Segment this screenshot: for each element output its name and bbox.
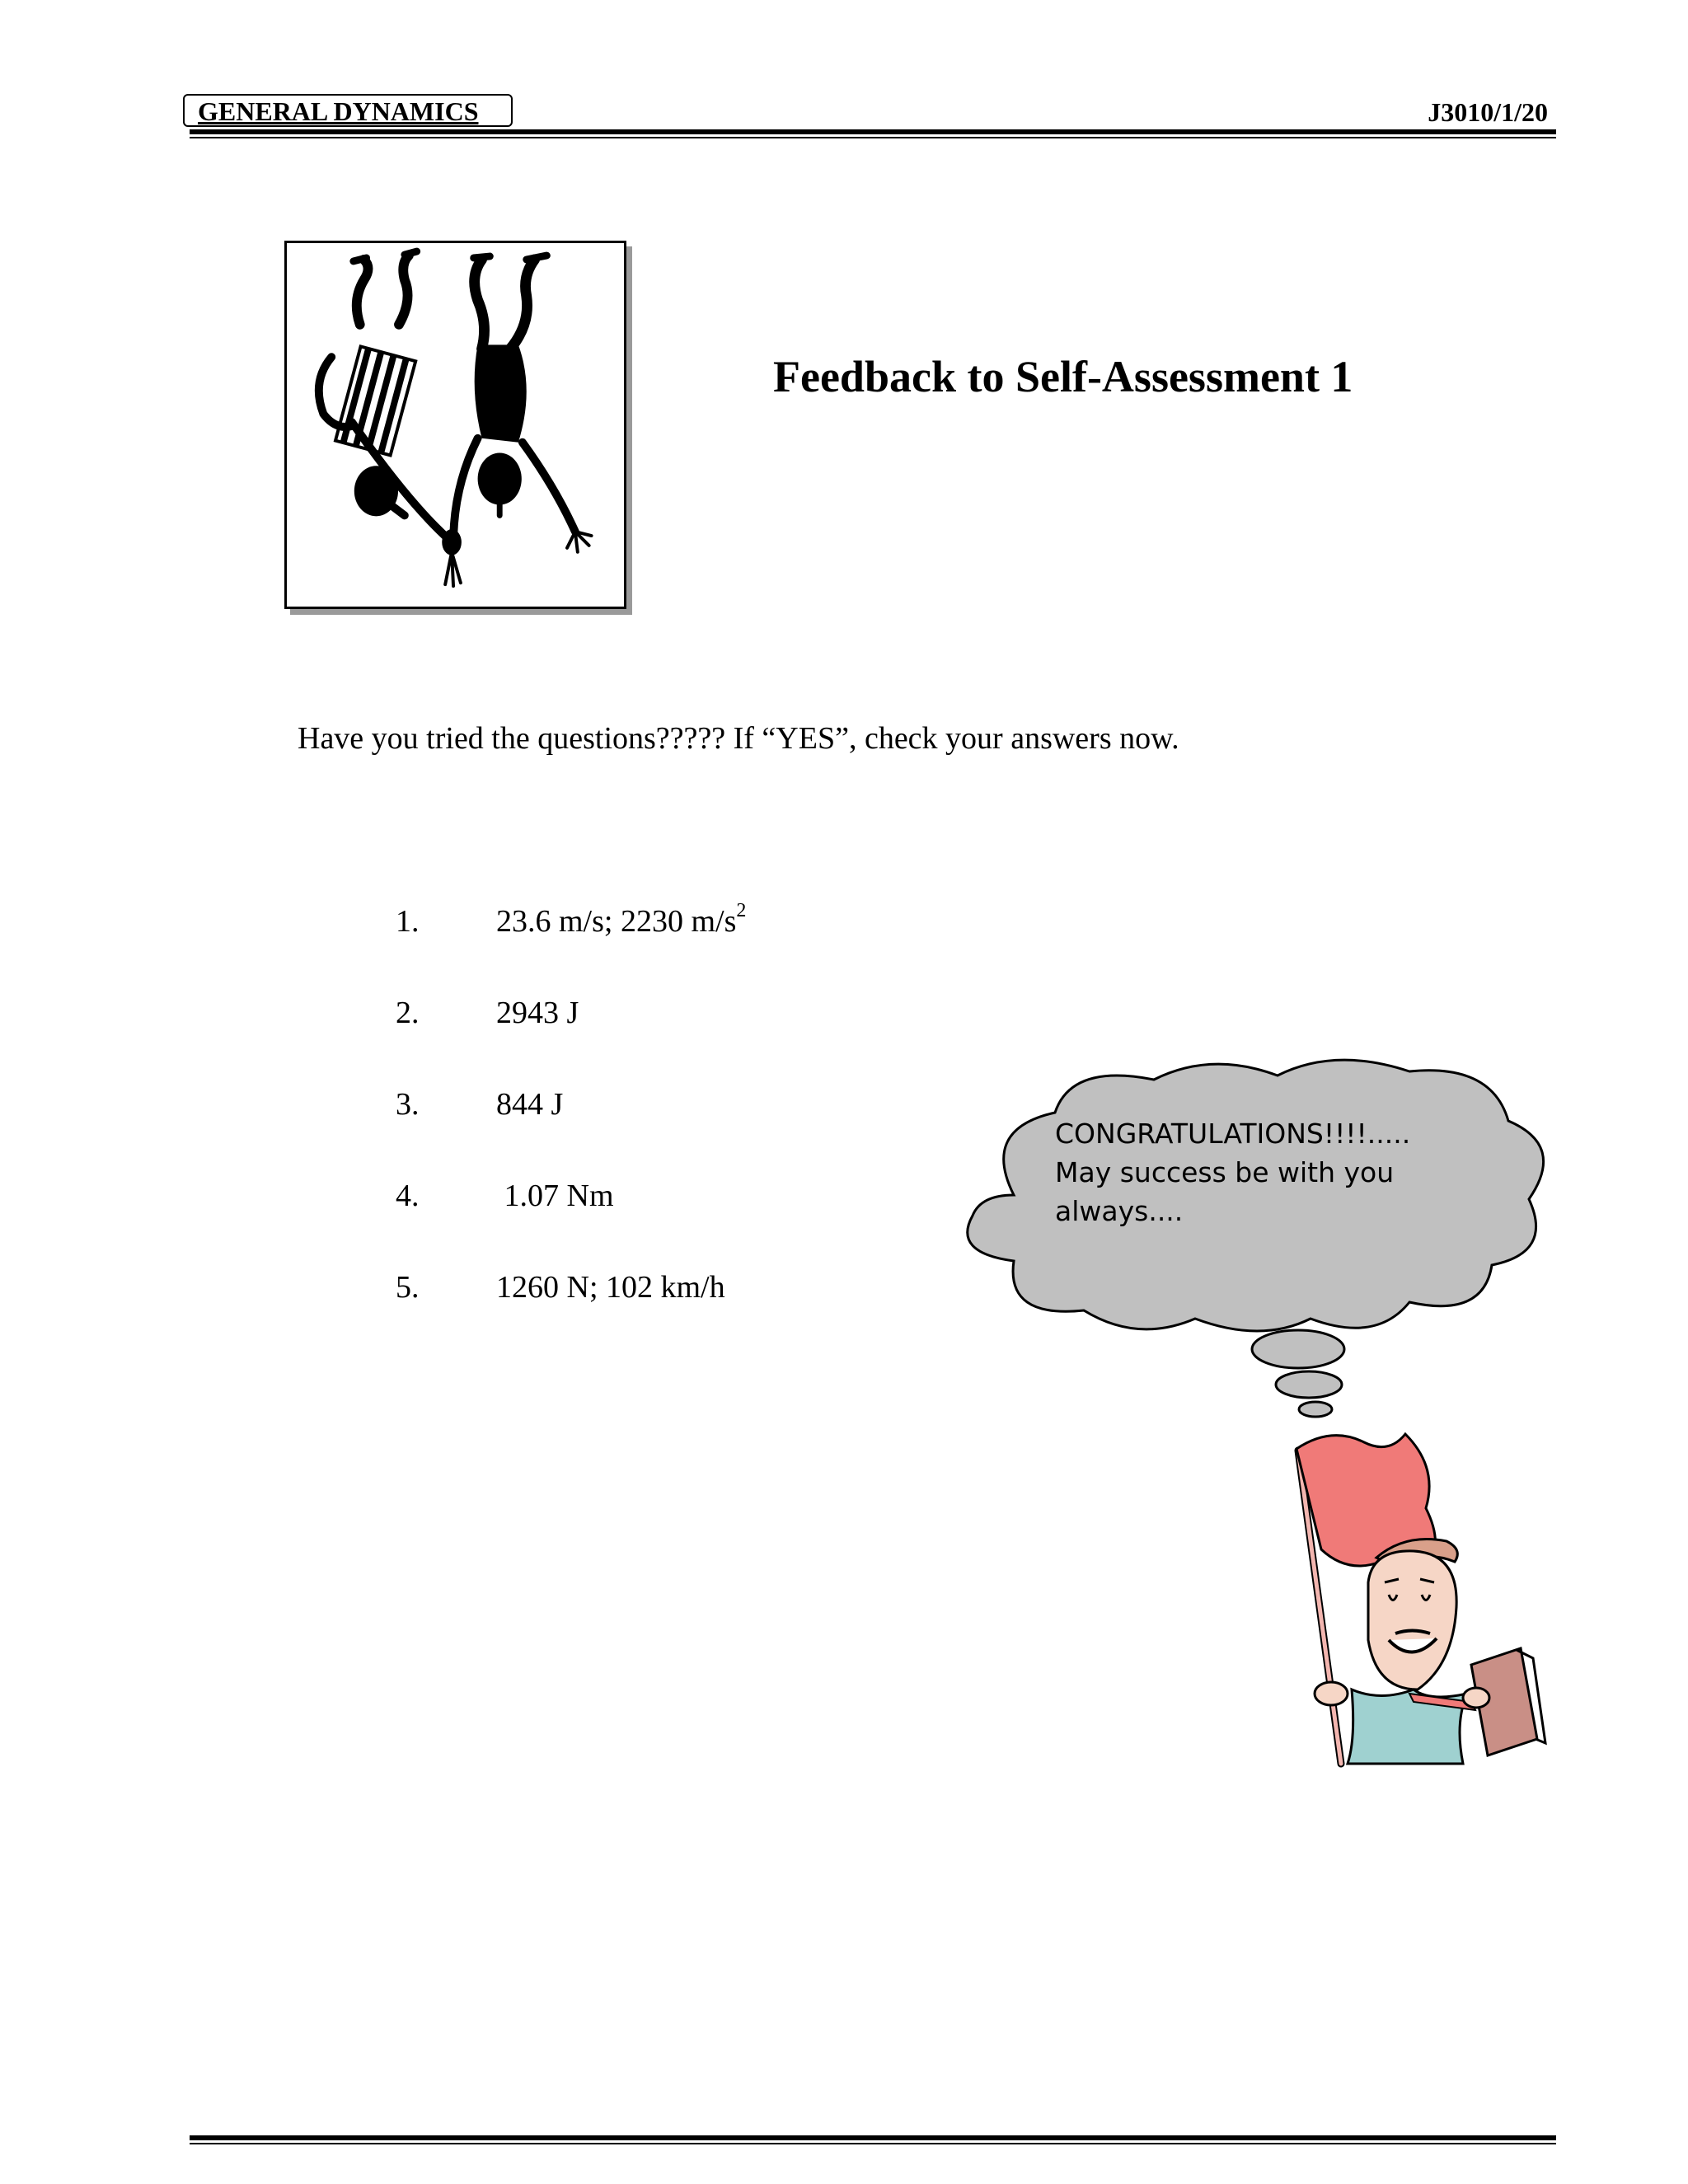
- flag-mascot-illustration: [1282, 1418, 1554, 1772]
- answer-text: 23.6 m/s; 2230 $m/s^2$: [496, 900, 747, 939]
- answer-number: 4.: [396, 1179, 420, 1213]
- document-code: J3010/1/20: [1428, 97, 1548, 127]
- bubble-message: [1055, 1114, 1451, 1230]
- list-item: [396, 897, 1137, 946]
- answer-number: 2.: [396, 996, 420, 1030]
- answer-text: 844 J: [496, 1087, 564, 1122]
- answer-text: 2943 J: [496, 996, 579, 1030]
- bubble-line: May success be with you: [1055, 1156, 1395, 1188]
- list-item: [396, 988, 1137, 1038]
- answer-number: 3.: [396, 1087, 420, 1122]
- header-rule-thick: [190, 129, 1556, 134]
- page-title: Feedback to Self-Assessment 1: [773, 352, 1353, 401]
- bubble-line: always....: [1055, 1195, 1184, 1227]
- footer-rule-thin: [190, 2143, 1556, 2144]
- instruction-text: Have you tried the questions????? If “YES”, check your answers now.: [298, 721, 1179, 756]
- upside-down-figures-illustration: [287, 243, 624, 607]
- thought-bubble: [948, 1055, 1550, 1434]
- answer-number: 1.: [396, 904, 420, 939]
- answer-text: 1.07 Nm: [496, 1179, 614, 1213]
- answer-text: 1260 N; 102 km/h: [496, 1270, 725, 1305]
- bubble-line: CONGRATULATIONS!!!!.....: [1055, 1118, 1411, 1150]
- clipart-frame: [284, 241, 626, 609]
- header-rule-thin: [190, 137, 1556, 138]
- superscript: 2: [736, 900, 747, 921]
- answer-number: 5.: [396, 1270, 420, 1305]
- footer-rule-thick: [190, 2135, 1556, 2140]
- header-label: GENERAL DYNAMICS: [183, 94, 513, 127]
